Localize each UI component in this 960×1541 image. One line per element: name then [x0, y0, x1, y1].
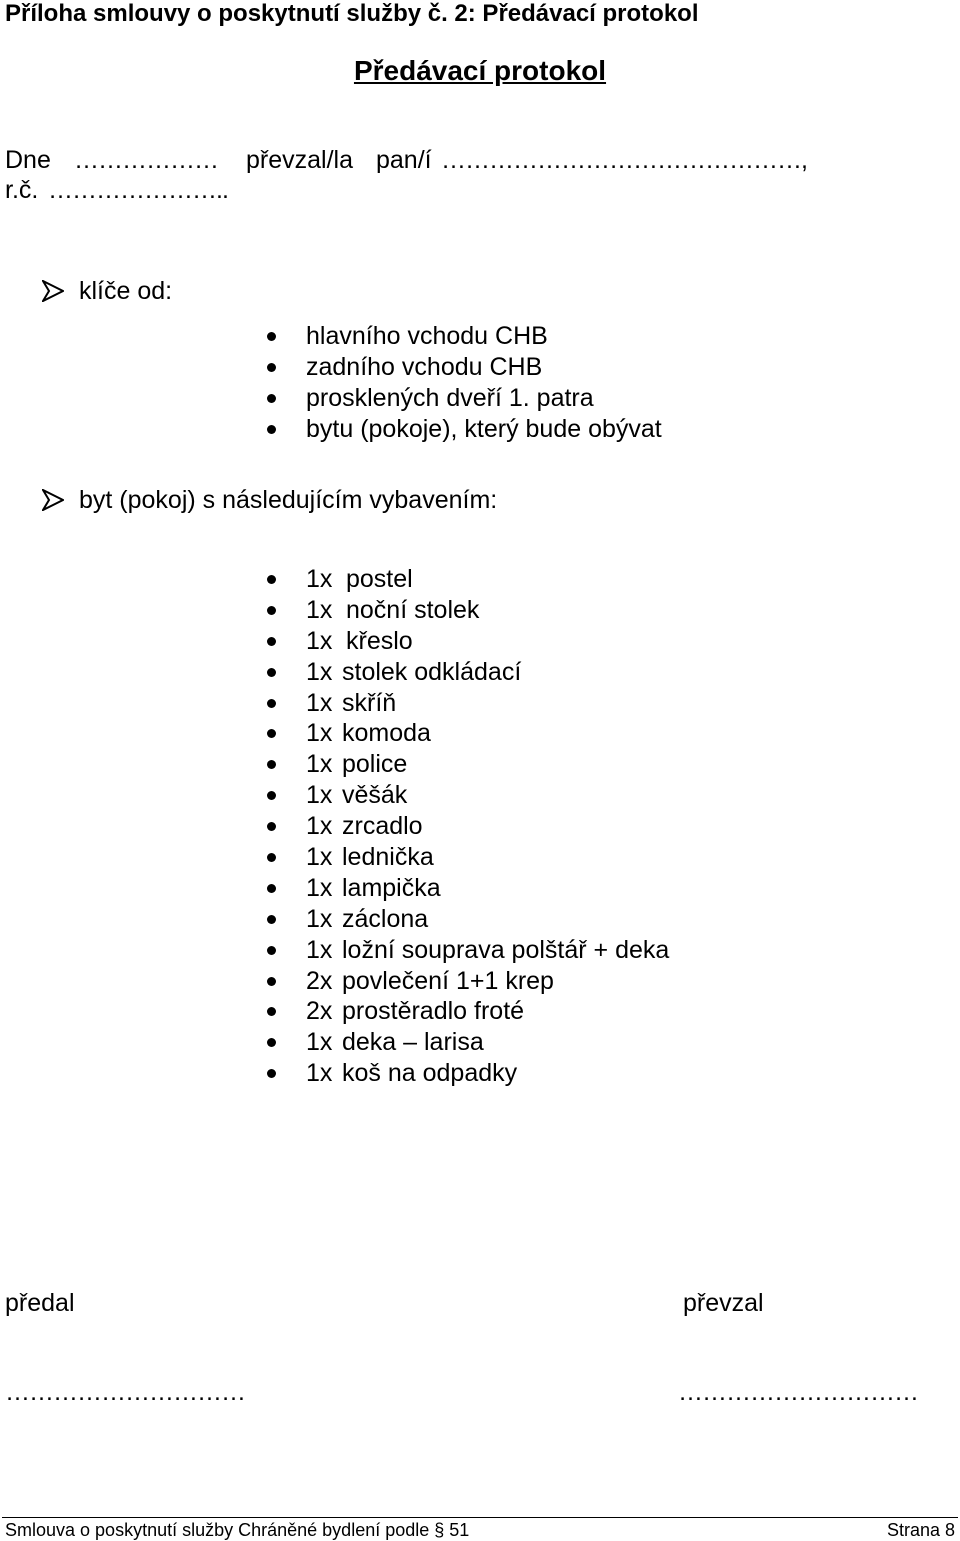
- bullet-icon: [267, 791, 276, 800]
- intro-prevzal: převzal/la: [246, 146, 353, 174]
- intro-date-blank: ………………: [74, 146, 218, 174]
- page-number: Strana 8: [886, 1520, 955, 1540]
- bullet-icon: [267, 915, 276, 924]
- list-item: 1x noční stolek: [306, 595, 669, 626]
- bullet-icon: [267, 760, 276, 769]
- document-header: Příloha smlouvy o poskytnutí služby č. 2: Předávací protokol: [5, 0, 699, 27]
- list-item: bytu (pokoje), který bude obývat: [306, 414, 662, 445]
- bullet-icon: [267, 729, 276, 738]
- signature-right-line: …………………………: [678, 1378, 918, 1406]
- bullet-icon: [267, 977, 276, 986]
- list-item: 1x lampička: [306, 873, 669, 904]
- list-item: 1x záclona: [306, 904, 669, 935]
- bullet-icon: [267, 363, 276, 372]
- bullet-icon: [267, 637, 276, 646]
- bullet-icon: [267, 425, 276, 434]
- bullet-icon: [267, 853, 276, 862]
- list-item: 1x skříň: [306, 688, 669, 719]
- page-title: Předávací protokol: [353, 55, 607, 86]
- list-item: 1x věšák: [306, 780, 669, 811]
- intro-dne: Dne: [5, 146, 51, 174]
- intro-rc-blank: …………………..: [48, 176, 228, 204]
- keys-section-label: klíče od:: [79, 277, 173, 305]
- bullet-icon: [267, 1038, 276, 1047]
- signature-left-line: …………………………: [5, 1378, 245, 1406]
- list-item: 1x police: [306, 749, 669, 780]
- keys-list: [306, 321, 662, 445]
- list-item: 2x povlečení 1+1 krep: [306, 966, 669, 997]
- list-item: 1x stolek odkládací: [306, 657, 669, 688]
- list-item: hlavního vchodu CHB: [306, 321, 662, 352]
- list-item: 1x zrcadlo: [306, 811, 669, 842]
- footer-left: Smlouva o poskytnutí služby Chráněné bydlení podle § 51: [5, 1520, 470, 1540]
- bullet-icon: [267, 575, 276, 584]
- list-item: prosklených dveří 1. patra: [306, 383, 662, 414]
- list-item: zadního vchodu CHB: [306, 352, 662, 383]
- list-item: 1x lednička: [306, 842, 669, 873]
- equipment-section-label: byt (pokoj) s následujícím vybavením:: [79, 486, 498, 514]
- list-item: 1x postel: [306, 564, 669, 595]
- bullet-icon: [267, 332, 276, 341]
- list-item: 1x koš na odpadky: [306, 1058, 669, 1089]
- list-item: 1x deka – larisa: [306, 1027, 669, 1058]
- footer-divider: [2, 1517, 958, 1518]
- bullet-icon: [267, 1069, 276, 1078]
- list-item: 1x křeslo: [306, 626, 669, 657]
- list-item: 1x komoda: [306, 718, 669, 749]
- arrow-bullet-icon: [42, 280, 64, 302]
- signature-right-label: převzal: [683, 1289, 764, 1317]
- bullet-icon: [267, 606, 276, 615]
- intro-pan: pan/í: [376, 146, 432, 174]
- signature-left-label: předal: [5, 1289, 75, 1317]
- bullet-icon: [267, 668, 276, 677]
- list-item: 2x prostěradlo froté: [306, 996, 669, 1027]
- bullet-icon: [267, 822, 276, 831]
- bullet-icon: [267, 394, 276, 403]
- bullet-icon: [267, 884, 276, 893]
- bullet-icon: [267, 1007, 276, 1016]
- arrow-bullet-icon: [42, 489, 64, 511]
- bullet-icon: [267, 946, 276, 955]
- list-item: 1x ložní souprava polštář + deka: [306, 935, 669, 966]
- intro-rc: r.č.: [5, 176, 39, 204]
- intro-name-blank: ………………………………………,: [441, 146, 807, 174]
- equipment-list: [306, 564, 669, 1089]
- bullet-icon: [267, 699, 276, 708]
